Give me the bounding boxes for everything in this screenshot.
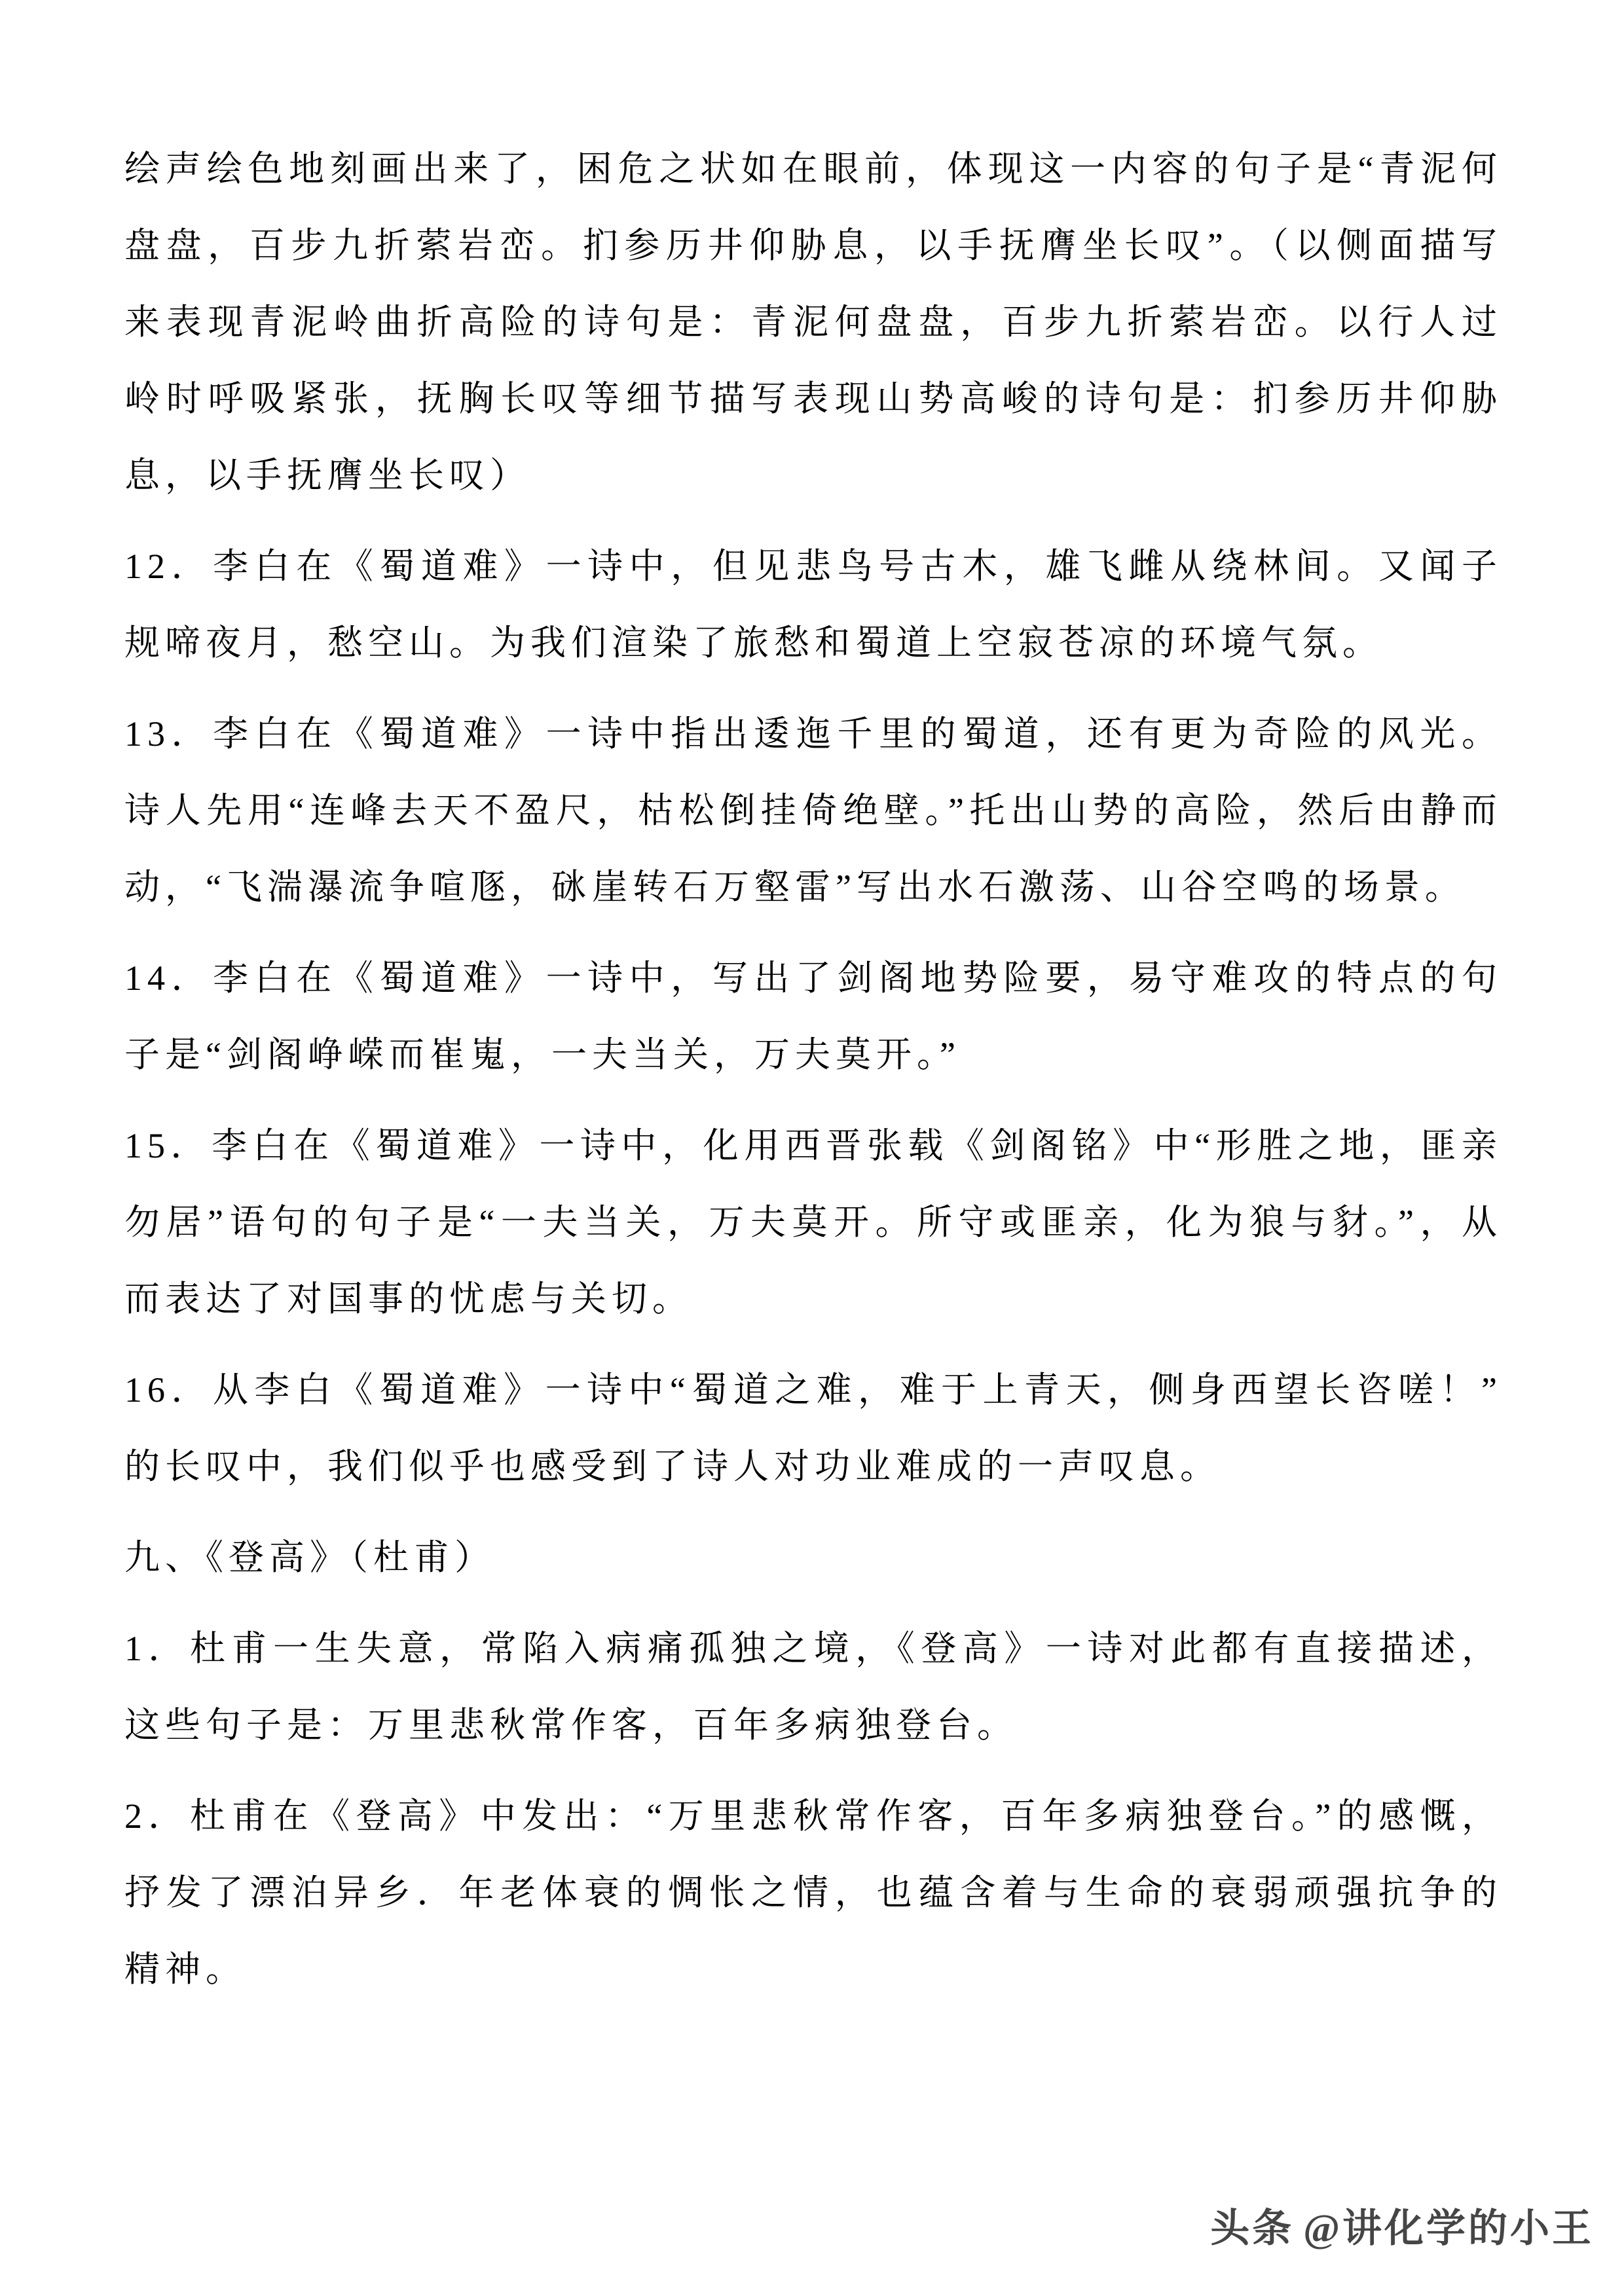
paragraph: 1．杜甫一生失意，常陷入病痛孤独之境，《登高》一诗对此都有直接描述，这些句子是：万里悲秋常作客，百年多病独登台。 [124, 1629, 1502, 1745]
paragraph: 2．杜甫在《登高》中发出：“万里悲秋常作客，百年多病独登台。”的感慨，抒发了漂泊异乡．年老体衰的惆怅之情，也蕴含着与生命的衰弱顽强抗争的精神。 [124, 1796, 1502, 1989]
watermark-handle: @讲化学的小王 [1303, 2207, 1594, 2250]
toutiao-logo: 头条 [1210, 2207, 1295, 2250]
paragraph: 16．从李白《蜀道难》一诗中“蜀道之难，难于上青天，侧身西望长咨嗟！”的长叹中，我们似乎也感受到了诗人对功业难成的一声叹息。 [124, 1370, 1502, 1486]
paragraph: 12．李白在《蜀道难》一诗中，但见悲鸟号古木，雄飞雌从绕林间。又闻子规啼夜月，愁空山。为我们渲染了旅愁和蜀道上空寂苍凉的环境气氛。 [124, 547, 1502, 663]
document-body [124, 131, 1502, 2022]
paragraph: 九、《登高》（杜甫） [124, 1538, 495, 1577]
toutiao-watermark [1210, 2197, 1594, 2253]
paragraph: 13．李白在《蜀道难》一诗中指出逶迤千里的蜀道，还有更为奇险的风光。诗人先用“连峰去天不盈尺，枯松倒挂倚绝壁。”托出山势的高险，然后由静而动，“飞湍瀑流争喧豗，砯崖转石万壑雷”写出水石激荡、山谷空鸣的场景。 [124, 714, 1502, 907]
paragraph: 绘声绘色地刻画出来了，困危之状如在眼前，体现这一内容的句子是“青泥何盘盘，百步九折萦岩峦。扪参历井仰胁息，以手抚膺坐长叹”。（以侧面描写来表现青泥岭曲折高险的诗句是：青泥何盘盘，百步九折萦岩峦。以行人过岭时呼吸紧张，抚胸长叹等细节描写表现山势高峻的诗句是：扪参历井仰胁息，以手抚膺坐长叹） [124, 149, 1502, 495]
paragraph: 14．李白在《蜀道难》一诗中，写出了剑阁地势险要，易守难攻的特点的句子是“剑阁峥嵘而崔嵬，一夫当关，万夫莫开。” [124, 958, 1502, 1074]
paragraph: 15．李白在《蜀道难》一诗中，化用西晋张载《剑阁铭》中“形胜之地，匪亲勿居”语句的句子是“一夫当关，万夫莫开。所守或匪亲，化为狼与豺。”，从而表达了对国事的忧虑与关切。 [124, 1126, 1502, 1319]
